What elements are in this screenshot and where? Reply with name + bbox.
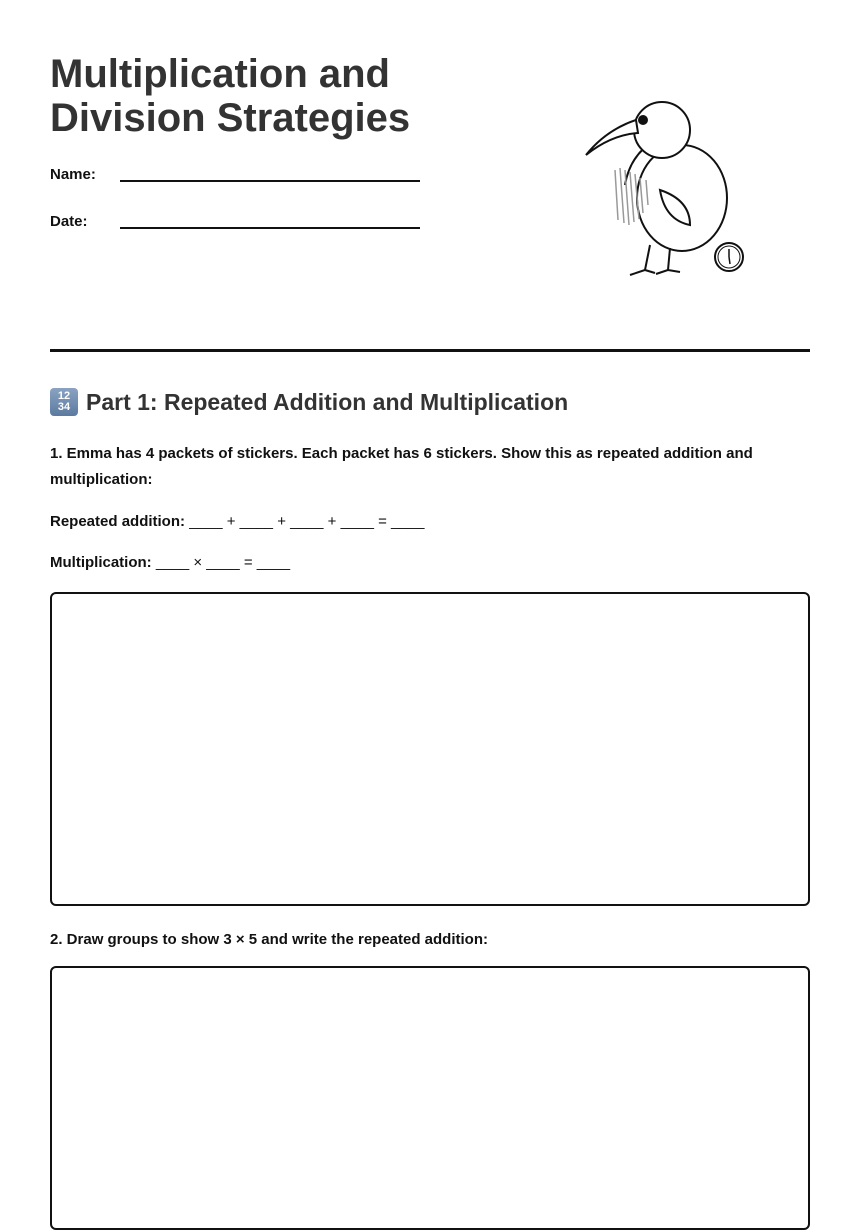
- name-line[interactable]: [120, 180, 420, 182]
- question-1-text: 1. Emma has 4 packets of stickers. Each packet has 6 stickers. Show this as repeated addition and multiplication:: [50, 445, 753, 488]
- date-line[interactable]: [120, 227, 420, 229]
- multiplication-blanks[interactable]: ____ × ____ = ____: [155, 554, 291, 571]
- kiwi-illustration: [580, 90, 760, 280]
- repeated-addition-blanks[interactable]: ____ + ____ + ____ + ____ = ____: [189, 513, 425, 530]
- section-divider: [50, 349, 810, 352]
- answer-box-1[interactable]: [50, 592, 810, 906]
- question-2-text: 2. Draw groups to show 3 × 5 and write the repeated addition:: [50, 931, 488, 948]
- title-line-2: Division Strategies: [50, 96, 411, 140]
- icon-text-bottom: 34: [57, 401, 71, 413]
- multiplication-label: Multiplication:: [50, 554, 152, 571]
- repeated-addition-line: [50, 513, 424, 530]
- name-field[interactable]: [50, 166, 96, 183]
- part1-heading: [50, 388, 568, 416]
- repeated-addition-label: Repeated addition:: [50, 513, 186, 530]
- clock-icon: [715, 243, 743, 271]
- multiplication-line: [50, 554, 290, 571]
- date-label: Date:: [50, 213, 88, 230]
- part1-heading-text: Part 1: Repeated Addition and Multiplication: [86, 388, 569, 415]
- answer-box-2[interactable]: [50, 966, 810, 1230]
- icon-text-top: 12: [57, 390, 71, 402]
- date-field[interactable]: [50, 213, 88, 230]
- name-label: Name:: [50, 166, 96, 183]
- input-numbers-icon: [50, 388, 78, 416]
- title-line-1: Multiplication and: [50, 52, 390, 96]
- page-title: [50, 52, 410, 140]
